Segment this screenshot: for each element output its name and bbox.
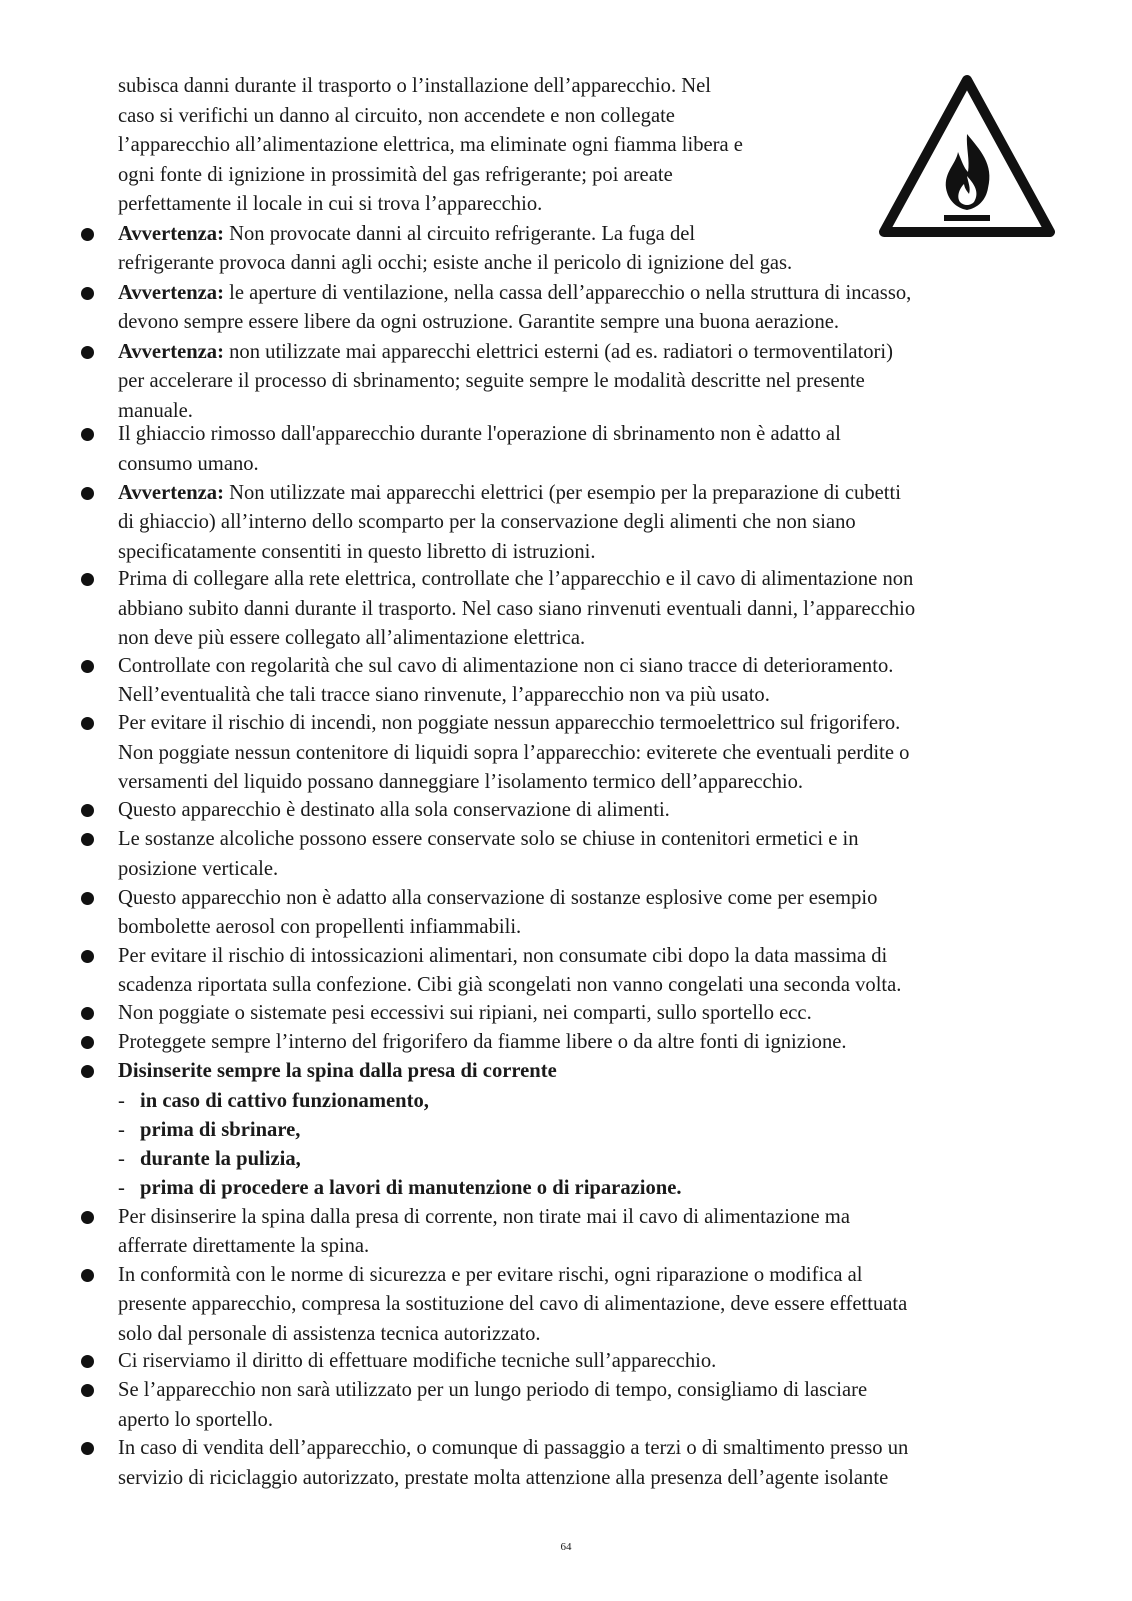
dash-marker: - <box>118 1147 125 1170</box>
text-line: prima di sbrinare, <box>140 1118 301 1141</box>
text-line: presente apparecchio, compresa la sostituzione del cavo di alimentazione, deve essere effettuata <box>118 1293 908 1315</box>
text-line: manuale. <box>118 399 193 422</box>
list-item <box>118 942 1062 1001</box>
dash-marker: - <box>118 1118 125 1141</box>
text-line: di ghiaccio) all’interno dello scomparto per la conservazione degli alimenti che non siano <box>118 511 856 533</box>
list-item <box>118 1028 1062 1058</box>
text-line: Prima di collegare alla rete elettrica, controllate che l’apparecchio e il cavo di alimentazione non <box>118 568 914 590</box>
text-line: durante la pulizia, <box>140 1147 301 1170</box>
text-line: l’apparecchio all’alimentazione elettrica, ma eliminate ogni fiamma libera e <box>118 134 743 156</box>
sub-list-item <box>118 1174 878 1204</box>
bullet-icon <box>81 804 94 817</box>
list-item <box>118 420 1062 479</box>
bullet-icon <box>81 950 94 963</box>
text-line: Se l’apparecchio non sarà utilizzato per un lungo periodo di tempo, consigliamo di lasciare <box>118 1379 868 1401</box>
text-line: Controllate con regolarità che sul cavo di alimentazione non ci siano tracce di deterioramento. <box>118 654 894 677</box>
list-item <box>118 279 1062 338</box>
text-line: Per evitare il rischio di incendi, non poggiate nessun apparecchio termoelettrico sul frigorifero. <box>118 712 901 734</box>
list-item <box>118 1057 1062 1087</box>
text-line: per accelerare il processo di sbrinamento; seguite sempre le modalità descritte nel presente <box>118 370 865 392</box>
bullet-icon <box>81 717 94 730</box>
text-line: non utilizzate mai apparecchi elettrici esterni (ad es. radiatori o termoventilatori) <box>223 340 893 363</box>
text-line: ogni fonte di ignizione in prossimità del gas refrigerante; poi areate <box>118 163 673 186</box>
text-line: consumo umano. <box>118 452 259 475</box>
text-line: Non poggiate o sistemate pesi eccessivi sui ripiani, nei comparti, sullo sportello ecc. <box>118 1002 812 1024</box>
list-item <box>118 1376 1062 1435</box>
text-line: aperto lo sportello. <box>118 1408 273 1431</box>
text-line: perfettamente il locale in cui si trova l’apparecchio. <box>118 193 543 215</box>
bullet-icon <box>81 228 94 241</box>
text-line: servizio di riciclaggio autorizzato, prestate molta attenzione alla presenza dell’agente isolante <box>118 1466 889 1489</box>
bullet-icon <box>81 287 94 300</box>
bullet-icon <box>81 1211 94 1224</box>
bullet-icon <box>81 346 94 359</box>
bullet-icon <box>81 573 94 586</box>
intro-paragraph <box>118 72 842 220</box>
text-line: Per disinserire la spina dalla presa di corrente, non tirate mai il cavo di alimentazione ma <box>118 1205 850 1228</box>
bullet-icon <box>81 1355 94 1368</box>
list-item-continuation <box>118 249 898 279</box>
warning-label: Avvertenza: <box>118 340 224 363</box>
list-item <box>118 652 1062 711</box>
page-number: 64 <box>560 1541 572 1553</box>
dash-marker: - <box>118 1176 125 1199</box>
list-item <box>118 1347 1062 1377</box>
text-line: afferrate direttamente la spina. <box>118 1235 370 1257</box>
bullet-icon <box>81 1384 94 1397</box>
list-item <box>118 338 1062 427</box>
text-line: Proteggete sempre l’interno del frigorifero da fiamme libere o da altre fonti di ignizione. <box>118 1031 847 1053</box>
text-line: scadenza riportata sulla confezione. Cibi già scongelati non vanno congelati una seconda volta. <box>118 974 902 996</box>
text-line: abbiano subito danni durante il trasporto. Nel caso siano rinvenuti eventuali danni, l’apparecchio <box>118 597 916 620</box>
text-line: bombolette aerosol con propellenti infiammabili. <box>118 916 522 938</box>
text-line: Non poggiate nessun contenitore di liquidi sopra l’apparecchio: eviterete che eventuali perdite o <box>118 741 910 764</box>
text-line: Il ghiaccio rimosso dall'apparecchio durante l'operazione di sbrinamento non è adatto al <box>118 423 841 445</box>
bullet-icon <box>81 660 94 673</box>
list-item <box>118 999 1062 1029</box>
text-line: non deve più essere collegato all’alimentazione elettrica. <box>118 627 586 649</box>
text-line: In caso di vendita dell’apparecchio, o comunque di passaggio a terzi o di smaltimento presso un <box>118 1437 909 1459</box>
text-line: prima di procedere a lavori di manutenzione o di riparazione. <box>140 1176 682 1199</box>
list-item <box>118 709 1062 798</box>
text-line: In conformità con le norme di sicurezza e per evitare rischi, ogni riparazione o modifica al <box>118 1263 863 1286</box>
flammable-warning-icon <box>876 72 1058 240</box>
bullet-icon <box>81 1036 94 1049</box>
warning-label: Avvertenza: <box>118 281 224 304</box>
warning-label: Avvertenza: <box>118 222 224 245</box>
list-item <box>118 1203 1062 1262</box>
dash-marker: - <box>118 1089 125 1112</box>
bullet-icon <box>81 1065 94 1078</box>
bullet-icon <box>81 833 94 846</box>
bullet-icon <box>81 428 94 441</box>
text-line: solo dal personale di assistenza tecnica autorizzato. <box>118 1322 541 1345</box>
text-line: subisca danni durante il trasporto o l’installazione dell’apparecchio. Nel <box>118 75 712 97</box>
sub-list-item <box>118 1116 878 1146</box>
text-line: Non provocate danni al circuito refrigerante. La fuga del <box>223 222 696 245</box>
bullet-icon <box>81 1269 94 1282</box>
warning-label: Avvertenza: <box>118 481 224 504</box>
text-line: Questo apparecchio non è adatto alla conservazione di sostanze esplosive come per esempio <box>118 886 878 909</box>
sub-list-item <box>118 1087 878 1117</box>
text-line: in caso di cattivo funzionamento, <box>140 1089 429 1112</box>
list-item <box>118 565 1062 654</box>
list-item <box>118 796 1062 826</box>
list-item <box>118 479 1062 568</box>
text-line: versamenti del liquido possano danneggiare l’isolamento termico dell’apparecchio. <box>118 771 804 793</box>
list-item <box>118 220 842 250</box>
bullet-icon <box>81 1007 94 1020</box>
list-item <box>118 1261 1062 1350</box>
text-line: Per evitare il rischio di intossicazioni alimentari, non consumate cibi dopo la data massima di <box>118 944 888 967</box>
list-item <box>118 1434 1062 1493</box>
text-line: Non utilizzate mai apparecchi elettrici (per esempio per la preparazione di cubetti <box>223 481 901 504</box>
text-line: posizione verticale. <box>118 857 279 880</box>
text-line: specificatamente consentiti in questo libretto di istruzioni. <box>118 540 596 563</box>
unplug-heading: Disinserite sempre la spina dalla presa di corrente <box>118 1060 557 1082</box>
text-line: Nell’eventualità che tali tracce siano rinvenute, l’apparecchio non va più usato. <box>118 684 770 706</box>
text-line: devono sempre essere libere da ogni ostruzione. Garantite sempre una buona aerazione. <box>118 311 840 333</box>
text-line: Ci riserviamo il diritto di effettuare modifiche tecniche sull’apparecchio. <box>118 1350 717 1372</box>
bullet-icon <box>81 892 94 905</box>
bullet-icon <box>81 487 94 500</box>
text-line: le aperture di ventilazione, nella cassa dell’apparecchio o nella struttura di incasso, <box>223 281 912 304</box>
sub-list-item <box>118 1145 878 1175</box>
text-line: Questo apparecchio è destinato alla sola conservazione di alimenti. <box>118 799 670 821</box>
bullet-icon <box>81 1442 94 1455</box>
list-item <box>118 825 1062 884</box>
text-line: caso si verifichi un danno al circuito, non accendete e non collegate <box>118 104 675 127</box>
list-item <box>118 884 1062 943</box>
text-line: Le sostanze alcoliche possono essere conservate solo se chiuse in contenitori ermetici e in <box>118 828 859 850</box>
text-line: refrigerante provoca danni agli occhi; esiste anche il pericolo di ignizione del gas. <box>118 252 793 274</box>
